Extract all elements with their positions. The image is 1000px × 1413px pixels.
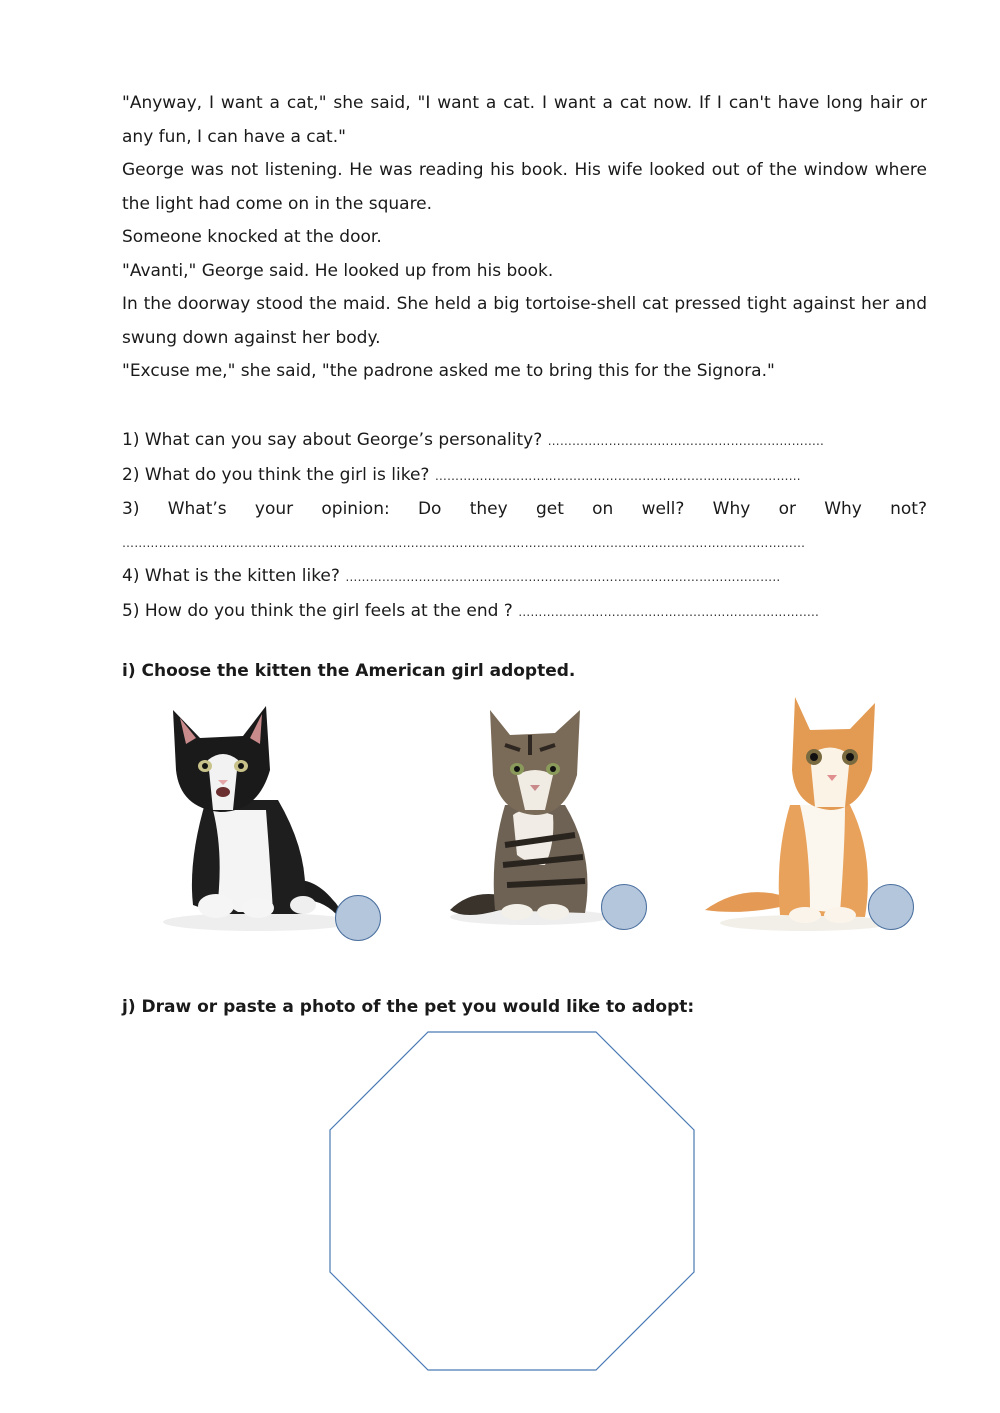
section-i-heading: i) Choose the kitten the American girl adopted. [122, 661, 576, 681]
kitten-option-1-radio[interactable] [335, 895, 381, 941]
kitten-option-2-radio[interactable] [601, 884, 647, 930]
black-white-kitten-image [158, 700, 358, 932]
story-paragraph: "Avanti," George said. He looked up from his book. [122, 260, 554, 281]
question-4 [122, 560, 927, 595]
question-text: 3) What’s your opinion: Do they get on well? Why or Why not? [122, 499, 927, 519]
story-excerpt [122, 87, 927, 389]
question-text: 2) What do you think the girl is like? [122, 464, 430, 485]
story-paragraph: George was not listening. He was reading his book. His wife looked out of the window where the light had come on in the square. [122, 160, 927, 214]
answer-blank[interactable]: …………………………………………………………………………………………………………………………………………………… [122, 535, 806, 550]
kitten-option-3-radio[interactable] [868, 884, 914, 930]
drawing-area-octagon[interactable] [329, 1031, 695, 1371]
story-paragraph: In the doorway stood the maid. She held a big tortoise-shell cat pressed tight against her and swung down against her body. [122, 294, 927, 348]
answer-blank[interactable]: …………………………………………………………………………………………….. [345, 570, 781, 584]
question-3 [122, 493, 927, 527]
answer-blank[interactable]: ……………………………………………………………………………… [434, 468, 801, 483]
answer-blank[interactable]: ………………………………………………………….. [547, 434, 825, 448]
question-text: 5) How do you think the girl feels at the end ? [122, 600, 513, 621]
tabby-kitten-image [445, 705, 610, 927]
question-2 [122, 459, 927, 494]
question-list [122, 424, 927, 629]
question-1 [122, 424, 927, 459]
section-j-heading: j) Draw or paste a photo of the pet you would like to adopt: [122, 997, 695, 1017]
question-text: 4) What is the kitten like? [122, 566, 340, 586]
story-paragraph: "Anyway, I want a cat," she said, "I want a cat. I want a cat now. If I can't have long hair or any fun, I can have a cat." [122, 93, 927, 147]
ginger-kitten-image [700, 695, 890, 932]
story-paragraph: Someone knocked at the door. [122, 227, 382, 247]
question-5 [122, 595, 927, 630]
answer-blank[interactable]: ……………………………………………………………….. [518, 604, 820, 619]
question-text: 1) What can you say about George’s personality? [122, 430, 543, 450]
story-paragraph: "Excuse me," she said, "the padrone asked me to bring this for the Signora." [122, 361, 775, 381]
